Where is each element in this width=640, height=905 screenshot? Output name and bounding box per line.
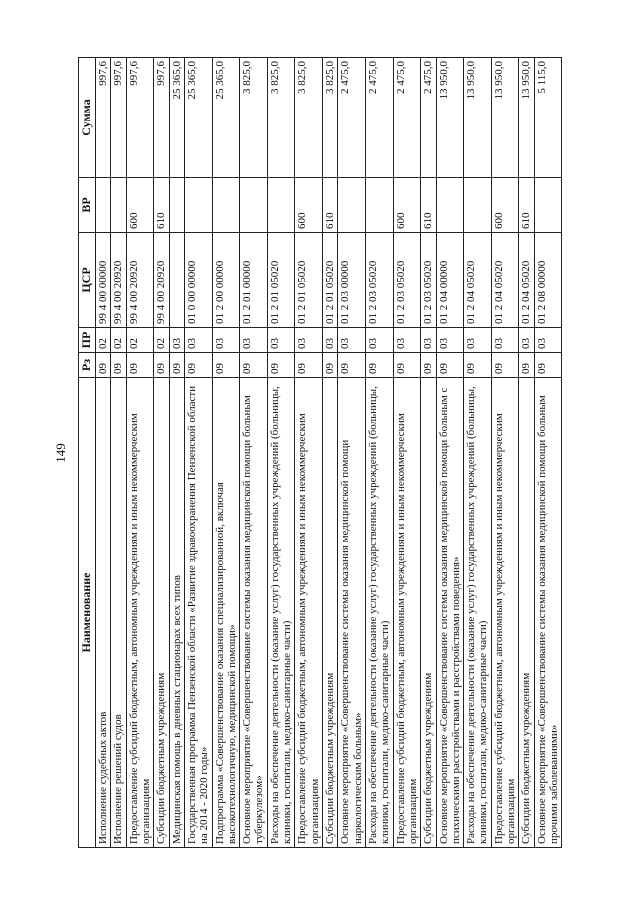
cell-name: Основное мероприятие «Совершенствование системы оказания медицинской помощи больным прочими заболеваниями»: [534, 378, 562, 848]
cell-rz: 09: [365, 353, 393, 378]
cell-csr: 01 2 03 05020: [393, 233, 421, 328]
cell-pr: 02: [126, 328, 154, 353]
cell-csr: 99 4 00 20920: [126, 233, 154, 328]
cell-pr: 03: [267, 328, 295, 353]
cell-name: Исполнение решений судов: [111, 378, 126, 848]
cell-vr: [96, 178, 111, 233]
cell-name: Субсидии бюджетным учреждениям: [519, 378, 534, 848]
cell-rz: 09: [126, 353, 154, 378]
cell-sum: 3 825,0: [267, 58, 295, 178]
cell-vr: [267, 178, 295, 233]
table-row: [184, 58, 212, 848]
cell-name: Исполнение судебных актов: [96, 378, 111, 848]
table-row: [323, 58, 338, 848]
cell-rz: 09: [393, 353, 421, 378]
cell-rz: 09: [534, 353, 562, 378]
cell-pr: 03: [421, 328, 436, 353]
cell-csr: 01 2 04 05020: [519, 233, 534, 328]
cell-sum: 2 475,0: [365, 58, 393, 178]
table-row: [240, 58, 268, 848]
cell-sum: 13 950,0: [491, 58, 519, 178]
cell-sum: 3 825,0: [323, 58, 338, 178]
cell-name: Субсидии бюджетным учреждениям: [154, 378, 169, 848]
cell-rz: 09: [491, 353, 519, 378]
table-header-row: [79, 58, 96, 848]
rotated-table-container: [78, 58, 583, 848]
cell-csr: [169, 233, 184, 328]
cell-name: Медицинская помощь в дневных стационарах всех типов: [169, 378, 184, 848]
cell-name: Предоставление субсидий бюджетным, автономным учреждениям и иным некоммерческим организациям: [393, 378, 421, 848]
table-row: [491, 58, 519, 848]
cell-csr: 01 2 01 05020: [323, 233, 338, 328]
header-name: Наименование: [79, 378, 96, 848]
cell-sum: 13 950,0: [436, 58, 464, 178]
cell-vr: 610: [154, 178, 169, 233]
cell-rz: 09: [323, 353, 338, 378]
cell-name: Предоставление субсидий бюджетным, автономным учреждениям и иным некоммерческим организациям: [295, 378, 323, 848]
cell-csr: 01 2 03 00000: [338, 233, 366, 328]
cell-sum: 25 365,0: [169, 58, 184, 178]
cell-rz: 09: [338, 353, 366, 378]
cell-rz: 09: [169, 353, 184, 378]
cell-pr: 03: [323, 328, 338, 353]
cell-vr: 610: [421, 178, 436, 233]
cell-vr: 610: [519, 178, 534, 233]
cell-name: Субсидии бюджетным учреждениям: [323, 378, 338, 848]
cell-vr: [338, 178, 366, 233]
cell-sum: 2 475,0: [421, 58, 436, 178]
page-number: 149: [53, 443, 68, 463]
table-row: [111, 58, 126, 848]
cell-sum: 5 115,0: [534, 58, 562, 178]
cell-pr: 02: [111, 328, 126, 353]
cell-csr: 99 4 00 20920: [154, 233, 169, 328]
cell-pr: 03: [169, 328, 184, 353]
cell-sum: 3 825,0: [240, 58, 268, 178]
cell-csr: 01 0 00 00000: [184, 233, 212, 328]
cell-vr: [534, 178, 562, 233]
table-row: [534, 58, 562, 848]
cell-rz: 09: [96, 353, 111, 378]
cell-name: Расходы на обеспечение деятельности (оказание услуг) государственных учреждений (больницы, клиники, госпитали, медико-санитарные части): [267, 378, 295, 848]
cell-pr: 03: [393, 328, 421, 353]
cell-rz: 09: [295, 353, 323, 378]
cell-sum: 13 950,0: [519, 58, 534, 178]
cell-sum: 997,6: [126, 58, 154, 178]
cell-pr: 03: [436, 328, 464, 353]
table-row: [96, 58, 111, 848]
header-csr: ЦСР: [79, 233, 96, 328]
cell-sum: 25 365,0: [184, 58, 212, 178]
cell-csr: 01 2 03 05020: [421, 233, 436, 328]
cell-csr: 01 2 04 05020: [491, 233, 519, 328]
table-row: [519, 58, 534, 848]
cell-rz: 09: [436, 353, 464, 378]
cell-vr: [240, 178, 268, 233]
cell-name: Расходы на обеспечение деятельности (оказание услуг) государственных учреждений (больницы, клиники, госпитали, медико-санитарные части): [464, 378, 492, 848]
cell-pr: 02: [96, 328, 111, 353]
table-row: [393, 58, 421, 848]
cell-vr: [169, 178, 184, 233]
cell-vr: 600: [491, 178, 519, 233]
cell-sum: 997,6: [111, 58, 126, 178]
table-body: [96, 58, 562, 848]
cell-pr: 02: [154, 328, 169, 353]
header-vr: ВР: [79, 178, 96, 233]
cell-sum: 2 475,0: [338, 58, 366, 178]
header-pr: ПР: [79, 328, 96, 353]
table-row: [169, 58, 184, 848]
cell-pr: 03: [212, 328, 240, 353]
cell-csr: 01 2 01 00000: [240, 233, 268, 328]
cell-pr: 03: [519, 328, 534, 353]
cell-rz: 09: [519, 353, 534, 378]
cell-rz: 09: [184, 353, 212, 378]
cell-rz: 09: [240, 353, 268, 378]
cell-name: Предоставление субсидий бюджетным, автономным учреждениям и иным некоммерческим организациям: [126, 378, 154, 848]
cell-name: Основное мероприятие «Совершенствование системы оказания медицинской помощи больным туберкулезом»: [240, 378, 268, 848]
cell-sum: 13 950,0: [464, 58, 492, 178]
table-row: [212, 58, 240, 848]
cell-sum: 997,6: [96, 58, 111, 178]
table-row: [295, 58, 323, 848]
cell-csr: 01 2 04 05020: [464, 233, 492, 328]
cell-csr: 01 2 01 05020: [295, 233, 323, 328]
cell-name: Основное мероприятие «Совершенствование системы оказания медицинской помощи больным с психическими расстройствами и расстройствами поведения»: [436, 378, 464, 848]
cell-vr: [464, 178, 492, 233]
table-row: [365, 58, 393, 848]
cell-vr: [365, 178, 393, 233]
cell-rz: 09: [111, 353, 126, 378]
cell-name: Расходы на обеспечение деятельности (оказание услуг) государственных учреждений (больницы, клиники, госпитали, медико-санитарные части): [365, 378, 393, 848]
table-row: [436, 58, 464, 848]
cell-rz: 09: [267, 353, 295, 378]
cell-vr: [184, 178, 212, 233]
cell-name: Подпрограмма «Совершенствование оказания специализированной, включая высокотехнологичную, медицинской помощи»: [212, 378, 240, 848]
cell-csr: 01 2 03 05020: [365, 233, 393, 328]
cell-pr: 03: [295, 328, 323, 353]
cell-vr: 600: [295, 178, 323, 233]
cell-csr: 01 2 04 00000: [436, 233, 464, 328]
header-sum: Сумма: [79, 58, 96, 178]
cell-vr: [111, 178, 126, 233]
cell-name: Субсидии бюджетным учреждениям: [421, 378, 436, 848]
table-row: [154, 58, 169, 848]
cell-csr: 01 2 01 05020: [267, 233, 295, 328]
cell-pr: 03: [338, 328, 366, 353]
cell-pr: 03: [464, 328, 492, 353]
cell-csr: 01 2 08 00000: [534, 233, 562, 328]
cell-sum: 25 365,0: [212, 58, 240, 178]
cell-vr: 600: [126, 178, 154, 233]
cell-vr: [212, 178, 240, 233]
cell-sum: 2 475,0: [393, 58, 421, 178]
cell-sum: 997,6: [154, 58, 169, 178]
cell-sum: 3 825,0: [295, 58, 323, 178]
cell-pr: 03: [184, 328, 212, 353]
cell-name: Предоставление субсидий бюджетным, автономным учреждениям и иным некоммерческим организациям: [491, 378, 519, 848]
cell-pr: 03: [240, 328, 268, 353]
cell-csr: 99 4 00 00000: [96, 233, 111, 328]
cell-pr: 03: [491, 328, 519, 353]
header-rz: Рз: [79, 353, 96, 378]
table-row: [464, 58, 492, 848]
budget-table: [78, 57, 562, 848]
table-row: [126, 58, 154, 848]
table-row: [421, 58, 436, 848]
cell-rz: 09: [421, 353, 436, 378]
cell-pr: 03: [534, 328, 562, 353]
cell-rz: 09: [464, 353, 492, 378]
cell-name: Государственная программа Пензенской области «Развитие здравоохранения Пензенской области на 2014 - 2020 годы»: [184, 378, 212, 848]
cell-rz: 09: [212, 353, 240, 378]
cell-vr: 600: [393, 178, 421, 233]
cell-csr: 01 2 00 00000: [212, 233, 240, 328]
cell-pr: 03: [365, 328, 393, 353]
cell-vr: 610: [323, 178, 338, 233]
cell-vr: [436, 178, 464, 233]
cell-name: Основное мероприятие «Совершенствование системы оказания медицинской помощи наркологическим больным»: [338, 378, 366, 848]
cell-csr: 99 4 00 20920: [111, 233, 126, 328]
table-row: [338, 58, 366, 848]
table-row: [267, 58, 295, 848]
cell-rz: 09: [154, 353, 169, 378]
